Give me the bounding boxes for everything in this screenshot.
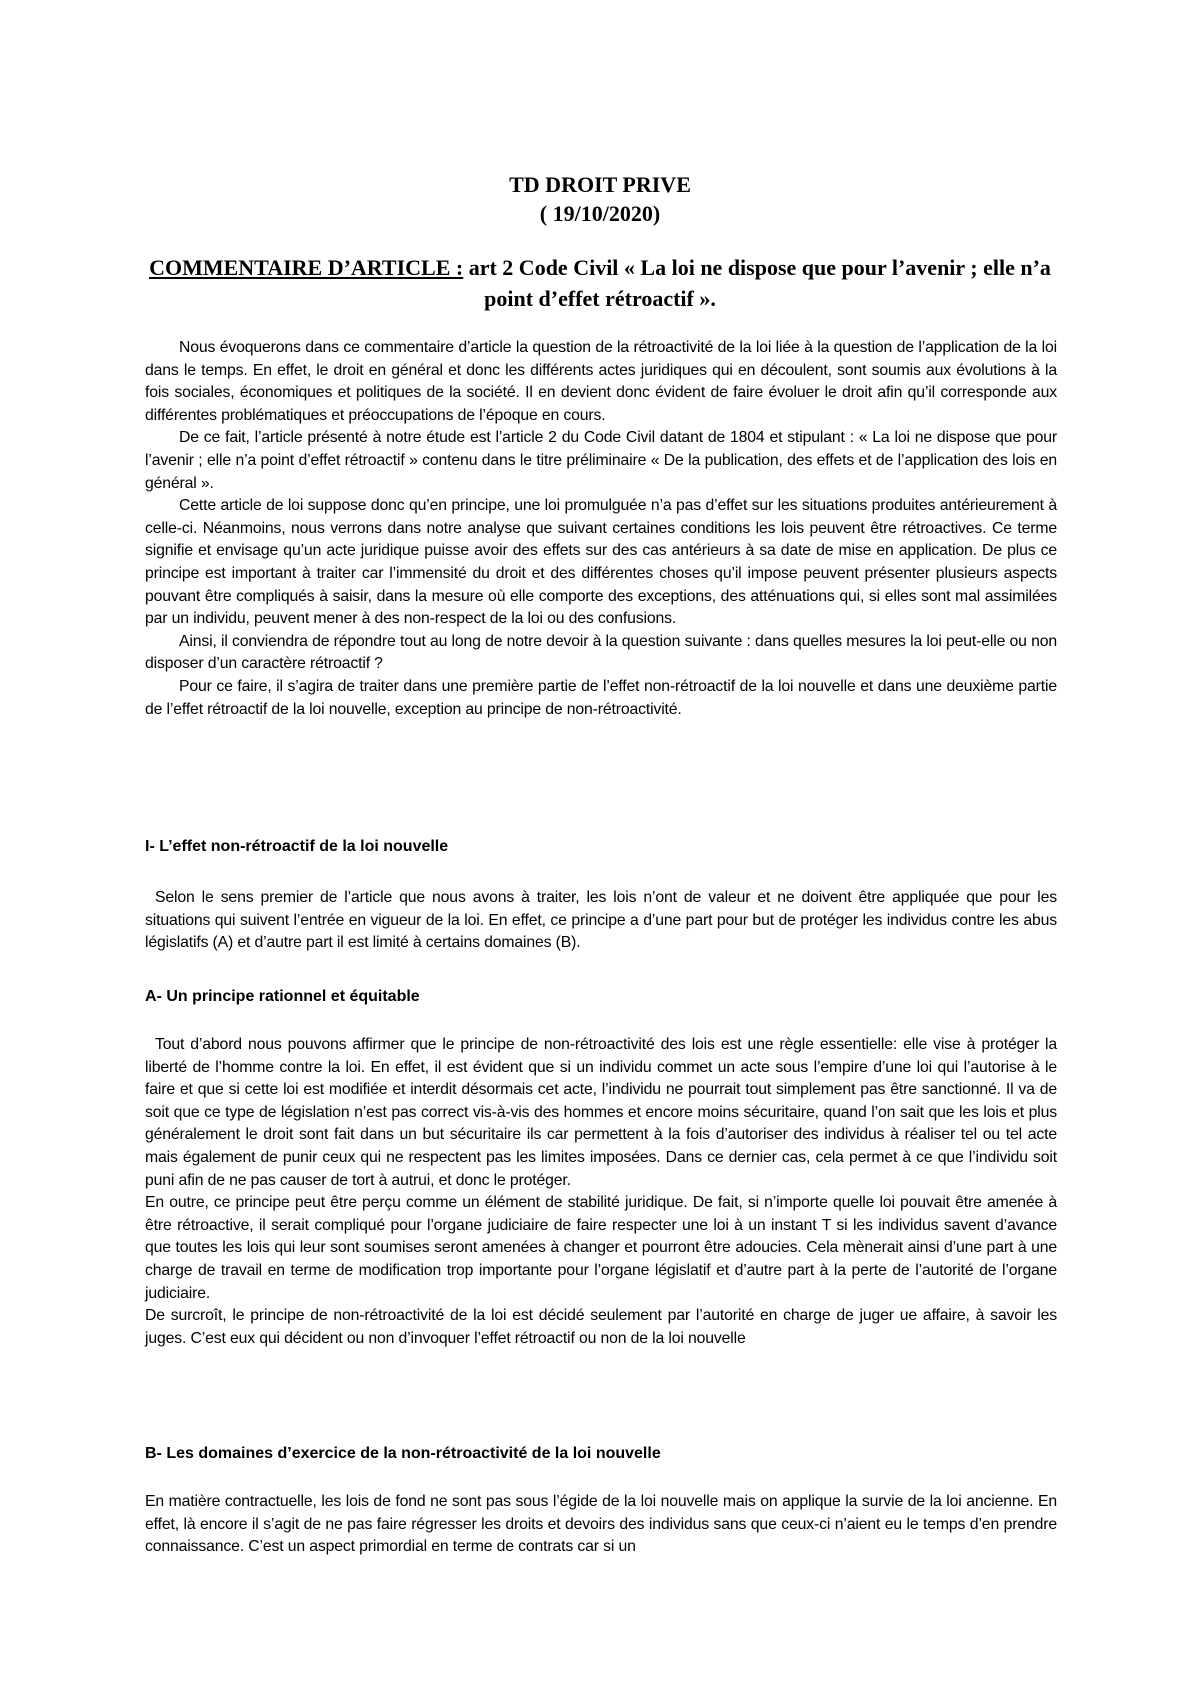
section-b-title: B- Les domaines d’exercice de la non-rétroactivité de la loi nouvelle bbox=[145, 1445, 661, 1462]
section-1-paragraph: Selon le sens premier de l’article que nous avons à traiter, les lois n’ont de valeur et ne doivent être appliquée que pour les situations qui suivent l’entrée en vigueur de la loi. En effet, ce principe a d’une part pour but de protéger les individus contre les abus législatifs (A) et d’autre part il est limité à certains domaines (B). bbox=[145, 889, 1057, 952]
section-a-title: A- Un principe rationnel et équitable bbox=[145, 988, 420, 1005]
document-date: ( 19/10/2020) bbox=[539, 201, 661, 226]
section-a-body bbox=[145, 1034, 1057, 1350]
intro-paragraph: Nous évoquerons dans ce commentaire d’article la question de la rétroactivité de la loi liée à la question de l’application de la loi dans le temps. En effet, le droit en général et donc les différents actes juridiques qui en découlent, sont soumis aux évolutions à la fois sociales, économiques et politiques de la société. Il en devient donc évident de faire évoluer le droit afin qu’il corresponde aux différentes problématiques et préoccupations de l’époque en cours. bbox=[145, 339, 1057, 424]
introduction bbox=[145, 337, 1057, 721]
document-title: TD DROIT PRIVE bbox=[509, 172, 691, 197]
section-1-title: I- L’effet non-rétroactif de la loi nouvelle bbox=[145, 838, 449, 855]
section-b-body bbox=[145, 1491, 1057, 1559]
section-1-body bbox=[145, 887, 1057, 955]
heading-label: COMMENTAIRE D’ARTICLE : bbox=[149, 255, 464, 280]
heading-article-quote: art 2 Code Civil « La loi ne dispose que pour l’avenir ; elle n’a point d’effet rétroactif ». bbox=[463, 255, 1051, 311]
section-a-paragraph: De surcroît, le principe de non-rétroactivité de la loi est décidé seulement par l’autorité en charge de juger ue affaire, à savoir les juges. C’est eux qui décident ou non d’invoquer l’effet rétroactif ou non de la loi nouvelle bbox=[145, 1307, 1057, 1347]
commentary-heading bbox=[145, 252, 1055, 314]
title-block bbox=[130, 170, 1070, 228]
intro-paragraph: De ce fait, l’article présenté à notre étude est l’article 2 du Code Civil datant de 1804 et stipulant : « La loi ne dispose que pour l’avenir ; elle n’a point d’effet rétroactif » contenu dans le titre préliminaire « De la publication, des effets et de l’application des lois en général ». bbox=[145, 429, 1057, 492]
intro-paragraph: Ainsi, il conviendra de répondre tout au long de notre devoir à la question suivante : dans quelles mesures la loi peut-elle ou non disposer d’un caractère rétroactif ? bbox=[145, 632, 1057, 673]
section-a-paragraph: Tout d’abord nous pouvons affirmer que le principe de non-rétroactivité des lois est une règle essentielle: elle vise à protéger la liberté de l’homme contre la loi. En effet, il est évident que si un individu commet un acte sous l’empire d’une loi qui l’autorise à le faire et que si cette loi est modifiée et interdit désormais cet acte, l’individu ne pourrait tout simplement pas être sanctionné. Il va de soit que ce type de législation n’est pas correct vis-à-vis des hommes et encore moins sécuritaire, quand l’on sait que les lois et plus généralement le droit sont fait dans un but sécuritaire ils car permettent à la fois d’autoriser des individus à réaliser tel ou tel acte mais également de punir ceux qui ne respectent pas les limites imposées. Dans ce dernier cas, cela permet à ce que l’individu soit puni afin de ne pas causer de tort à autrui, et donc le protéger. bbox=[145, 1036, 1057, 1189]
intro-paragraph: Pour ce faire, il s’agira de traiter dans une première partie de l’effet non-rétroactif de la loi nouvelle et dans une deuxième partie de l’effet rétroactif de la loi nouvelle, exception au principe de non-rétroactivité. bbox=[145, 677, 1057, 718]
section-a-paragraph: En outre, ce principe peut être perçu comme un élément de stabilité juridique. De fait, si n’importe quelle loi pouvait être amenée à être rétroactive, il serait compliqué pour l’organe judiciaire de faire respecter une loi à un instant T si les individus savent d’avance que toutes les lois qui leur sont soumises seront amenées à changer et pourront être adoucies. Cela mènerait ainsi d’une part à une charge de travail en terme de modification trop importante pour l’organe législatif et d’autre part à la perte de l’autorité de l’organe judiciaire. bbox=[145, 1194, 1057, 1302]
section-b-paragraph: En matière contractuelle, les lois de fond ne sont pas sous l’égide de la loi nouvelle mais on applique la survie de la loi ancienne. En effet, là encore il s’agit de ne pas faire régresser les droits et devoirs des individus sans que ceux-ci n’aient eu le temps d’en prendre connaissance. C’est un aspect primordial en terme de contrats car si un bbox=[145, 1493, 1057, 1556]
intro-paragraph: Cette article de loi suppose donc qu’en principe, une loi promulguée n’a pas d’effet sur les situations produites antérieurement à celle-ci. Néanmoins, nous verrons dans notre analyse que suivant certaines conditions les lois peuvent être rétroactives. Ce terme signifie et envisage qu’un acte juridique puisse avoir des effets sur des cas antérieurs à sa date de mise en application. De plus ce principe est important à traiter car l’immensité du droit et des différentes choses qu’il impose peuvent présenter plusieurs aspects pouvant être compliqués à saisir, dans la mesure où elle comporte des exceptions, des atténuations qui, si elles sont mal assimilées par un individu, peuvent mener à des non-respect de la loi ou des confusions. bbox=[145, 497, 1057, 628]
